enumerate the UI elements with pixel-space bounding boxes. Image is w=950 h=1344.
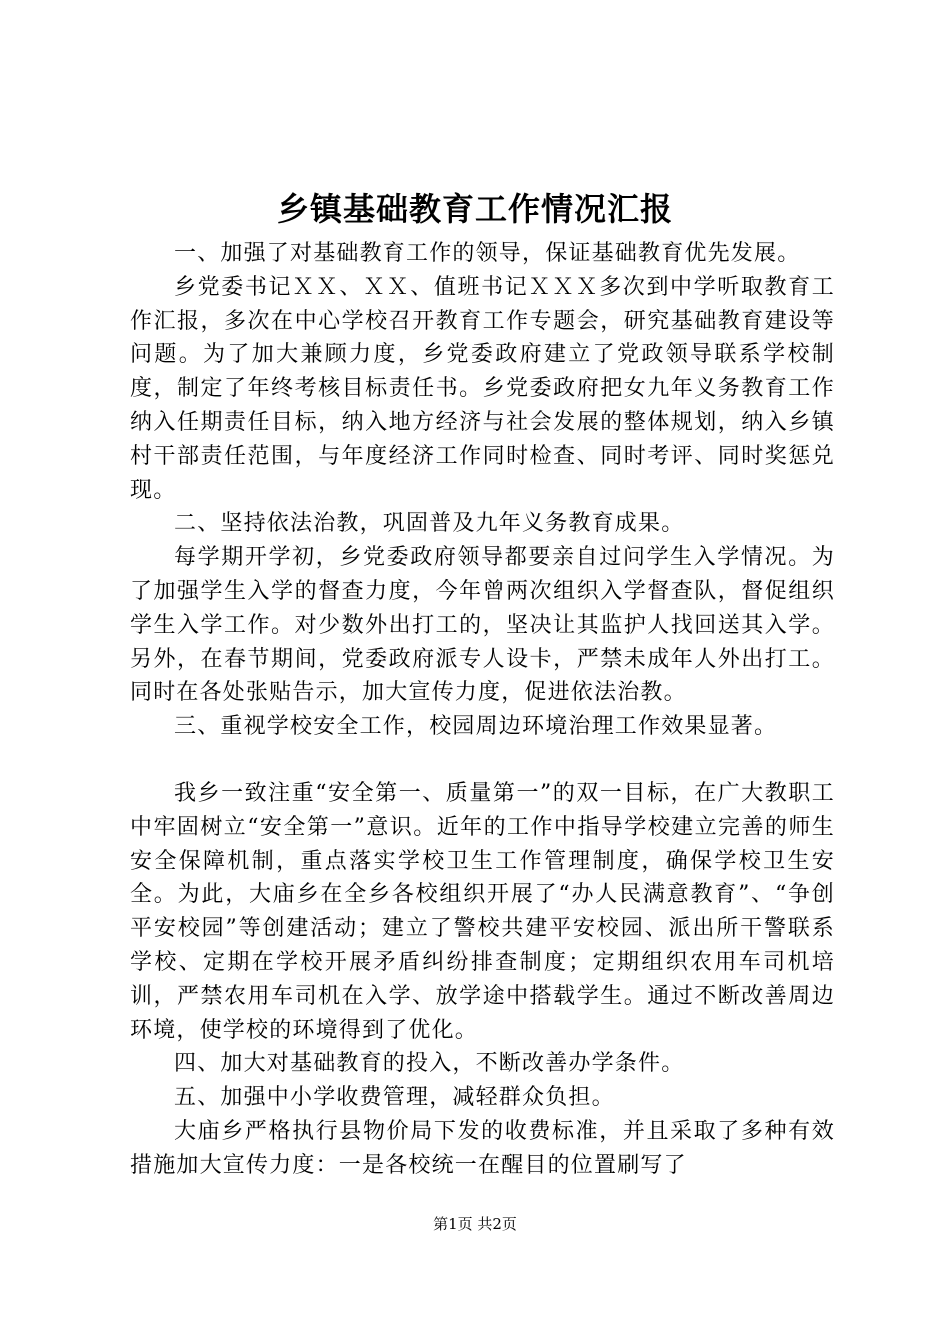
paragraph-body-5: 大庙乡严格执行县物价局下发的收费标准，并且采取了多种有效措施加大宣传力度：一是各校统一在醒目的位置刷写了	[130, 1118, 835, 1178]
paragraph-body-2: 每学期开学初，乡党委政府领导都要亲自过问学生入学情况。为了加强学生入学的督查力度，今年曾两次组织入学督查队，督促组织学生入学工作。对少数外出打工的，坚决让其监护人找回送其入学。另外，在春节期间，党委政府派专人设卡，严禁未成年人外出打工。同时在各处张贴告示，加大宣传力度，促进依法治教。	[130, 545, 835, 706]
document-title: 乡镇基础教育工作情况汇报	[276, 190, 673, 228]
paragraph-heading-2: 二、坚持依法治教，巩固普及九年义务教育成果。	[174, 511, 685, 537]
paragraph-body-1: 乡党委书记ＸＸ、ＸＸ、值班书记ＸＸＸ多次到中学听取教育工作汇报，多次在中心学校召开教育工作专题会，研究基础教育建设等问题。为了加大兼顾力度，乡党委政府建立了党政领导联系学校制度，制定了年终考核目标责任书。乡党委政府把女九年义务教育工作纳入任期责任目标，纳入地方经济与社会发展的整体规划，纳入乡镇村干部责任范围，与年度经济工作同时检查、同时考评、同时奖惩兑现。	[130, 274, 835, 503]
paragraph-heading-5: 五、加强中小学收费管理，减轻群众负担。	[174, 1085, 615, 1111]
paragraph-body-3: 我乡一致注重“安全第一、质量第一”的双一目标，在广大教职工中牢固树立“安全第一”意识。近年的工作中指导学校建立完善的师生安全保障机制，重点落实学校卫生工作管理制度，确保学校卫生安全。为此，大庙乡在全乡各校组织开展了“办人民满意教育”、“争创平安校园”等创建活动；建立了警校共建平安校园、派出所干警联系学校、定期在学校开展矛盾纠纷排查制度；定期组织农用车司机培训，严禁农用车司机在入学、放学途中搭载学生。通过不断改善周边环境，使学校的环境得到了优化。	[130, 780, 835, 1043]
paragraph-heading-1: 一、加强了对基础教育工作的领导，保证基础教育优先发展。	[174, 241, 801, 266]
document-body	[130, 237, 835, 1183]
paragraph-heading-3: 三、重视学校安全工作，校园周边环境治理工作效果显著。	[174, 714, 778, 740]
paragraph-heading-4: 四、加大对基础教育的投入，不断改善办学条件。	[174, 1051, 685, 1077]
page-footer: 第1页 共2页	[433, 1215, 517, 1233]
